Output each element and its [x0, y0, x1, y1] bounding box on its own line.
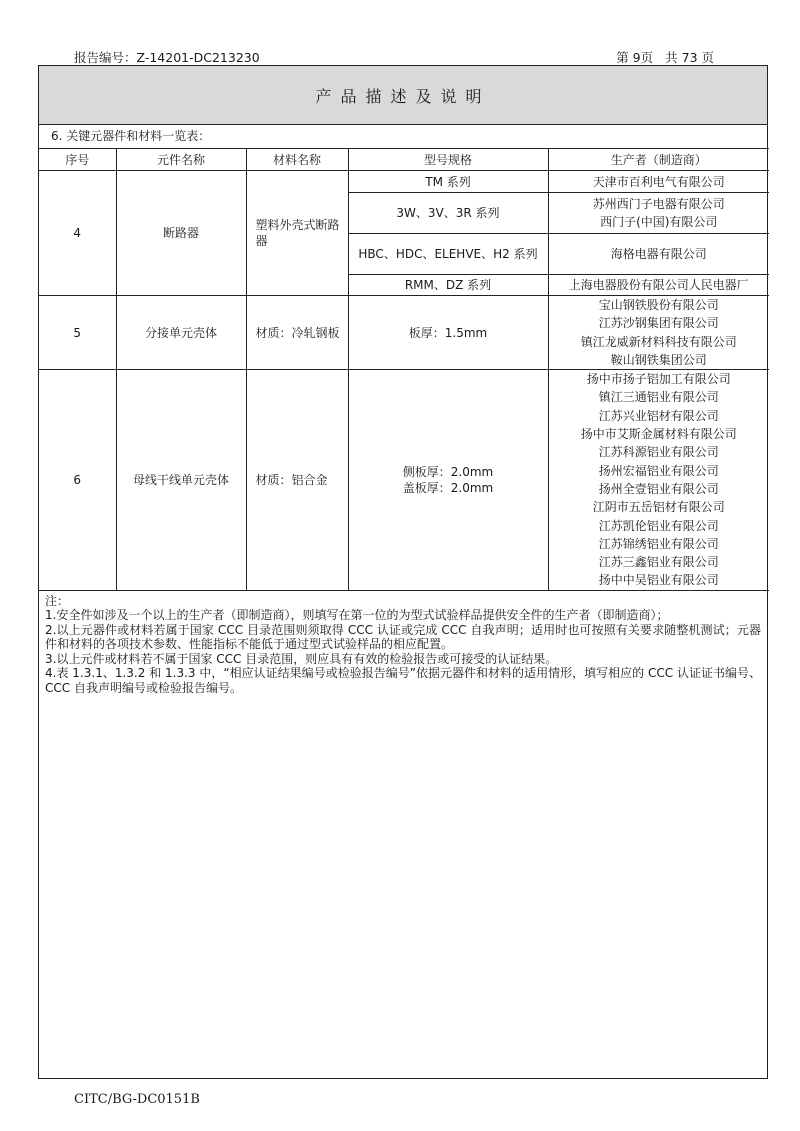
maker-line: 鞍山钢铁集团公司: [610, 352, 707, 367]
maker-line: 扬中市扬子铝加工有限公司: [586, 372, 731, 387]
row-maker: 天津市百利电气有限公司: [548, 171, 769, 193]
header-maker: 生产者（制造商）: [548, 149, 769, 171]
page-number: 第 9页: [616, 50, 654, 65]
maker-line: 镇江三通铝业有限公司: [598, 390, 719, 405]
maker-line: 江苏锦绣铝业有限公司: [598, 536, 719, 551]
maker-line: 镇江龙威新材料科技有限公司: [580, 334, 737, 349]
row-no: 5: [39, 296, 116, 370]
row-maker: [548, 193, 769, 234]
notes: [39, 591, 767, 696]
page-indicator: [616, 48, 714, 66]
maker-line: 江苏凯伦铝业有限公司: [598, 518, 719, 533]
row-spec: [348, 370, 548, 591]
header-material: 材料名称: [246, 149, 348, 171]
note-item: 2.以上元器件或材料若属于国家 CCC 目录范围则须取得 CCC 认证或完成 CCC 自我声明；适用时也可按照有关要求随整机测试；元器件和材料的各项技术参数、性能指标不能低于通过型式试验样品的相应配置。: [45, 622, 761, 652]
table-row: [39, 296, 769, 370]
row-maker: [548, 370, 769, 591]
table-row: [39, 370, 769, 591]
section-title: 6. 关键元器件和材料一览表：: [51, 129, 211, 143]
row-maker: 上海电器股份有限公司人民电器厂: [548, 275, 769, 296]
header-component: 元件名称: [116, 149, 246, 171]
maker-line: 宝山钢铁股份有限公司: [598, 298, 719, 312]
form-code: CITC/BG-DC0151B: [74, 1092, 200, 1107]
table-header-row: [39, 149, 769, 171]
row-spec: HBC、HDC、ELEHVE、H2 系列: [348, 234, 548, 275]
note-item: 4.表 1.3.1、1.3.2 和 1.3.3 中，“相应认证结果编号或检验报告编号”依据元器件和材料的适用情形，填写相应的 CCC 认证证书编号、CCC 自我声明编号或检验报告编号。: [45, 666, 761, 695]
title-bar: [39, 66, 767, 125]
row-component: 分接单元壳体: [116, 296, 246, 370]
maker-line: 西门子(中国)有限公司: [600, 215, 718, 229]
report-number: 报告编号：Z-14201-DC213230: [74, 50, 260, 65]
maker-line: 江苏科源铝业有限公司: [598, 445, 719, 460]
maker-line: 江苏兴业铝材有限公司: [598, 408, 719, 423]
row-spec: TM 系列: [348, 171, 548, 193]
header-no: 序号: [39, 149, 116, 171]
maker-line: 扬中市艾斯金属材料有限公司: [580, 427, 737, 442]
row-component: 断路器: [116, 171, 246, 296]
row-maker: 海格电器有限公司: [548, 234, 769, 275]
spec-line: 侧板厚：2.0mm: [402, 464, 494, 479]
maker-line: 苏州西门子电器有限公司: [592, 196, 725, 211]
notes-label: 注：: [45, 593, 70, 608]
page-title: 产品描述及说明: [315, 86, 491, 106]
row-material: 材质：冷轧钢板: [246, 296, 348, 370]
table-row: [39, 171, 769, 193]
row-material: 塑料外壳式断路器: [246, 171, 348, 296]
row-no: 6: [39, 370, 116, 591]
maker-line: 扬州宏福铝业有限公司: [598, 463, 719, 478]
spec-line: 盖板厚：2.0mm: [402, 480, 494, 495]
maker-line: 江苏沙钢集团有限公司: [598, 316, 719, 331]
row-component: 母线干线单元壳体: [116, 370, 246, 591]
row-spec: 板厚：1.5mm: [348, 296, 548, 370]
note-item: 3.以上元件或材料若不属于国家 CCC 目录范围，则应具有有效的检验报告或可接受的认证结果。: [45, 651, 558, 666]
maker-line: 江苏三鑫铝业有限公司: [598, 555, 719, 570]
row-spec: 3W、3V、3R 系列: [348, 193, 548, 234]
maker-line: 江阴市五岳铝材有限公司: [592, 500, 725, 515]
header-spec: 型号规格: [348, 149, 548, 171]
components-table: [39, 148, 769, 591]
page-total: 共 73 页: [665, 50, 714, 65]
note-item: 1.安全件如涉及一个以上的生产者（即制造商），则填写在第一位的为型式试验样品提供安全件的生产者（即制造商）；: [45, 608, 669, 623]
document-frame: [38, 65, 768, 1079]
row-maker: [548, 296, 769, 370]
maker-line: 扬州全壹铝业有限公司: [598, 481, 719, 496]
row-spec: RMM、DZ 系列: [348, 275, 548, 296]
row-material: 材质：铝合金: [246, 370, 348, 591]
row-no: 4: [39, 171, 116, 296]
maker-line: 扬中中吴铝业有限公司: [598, 573, 719, 588]
